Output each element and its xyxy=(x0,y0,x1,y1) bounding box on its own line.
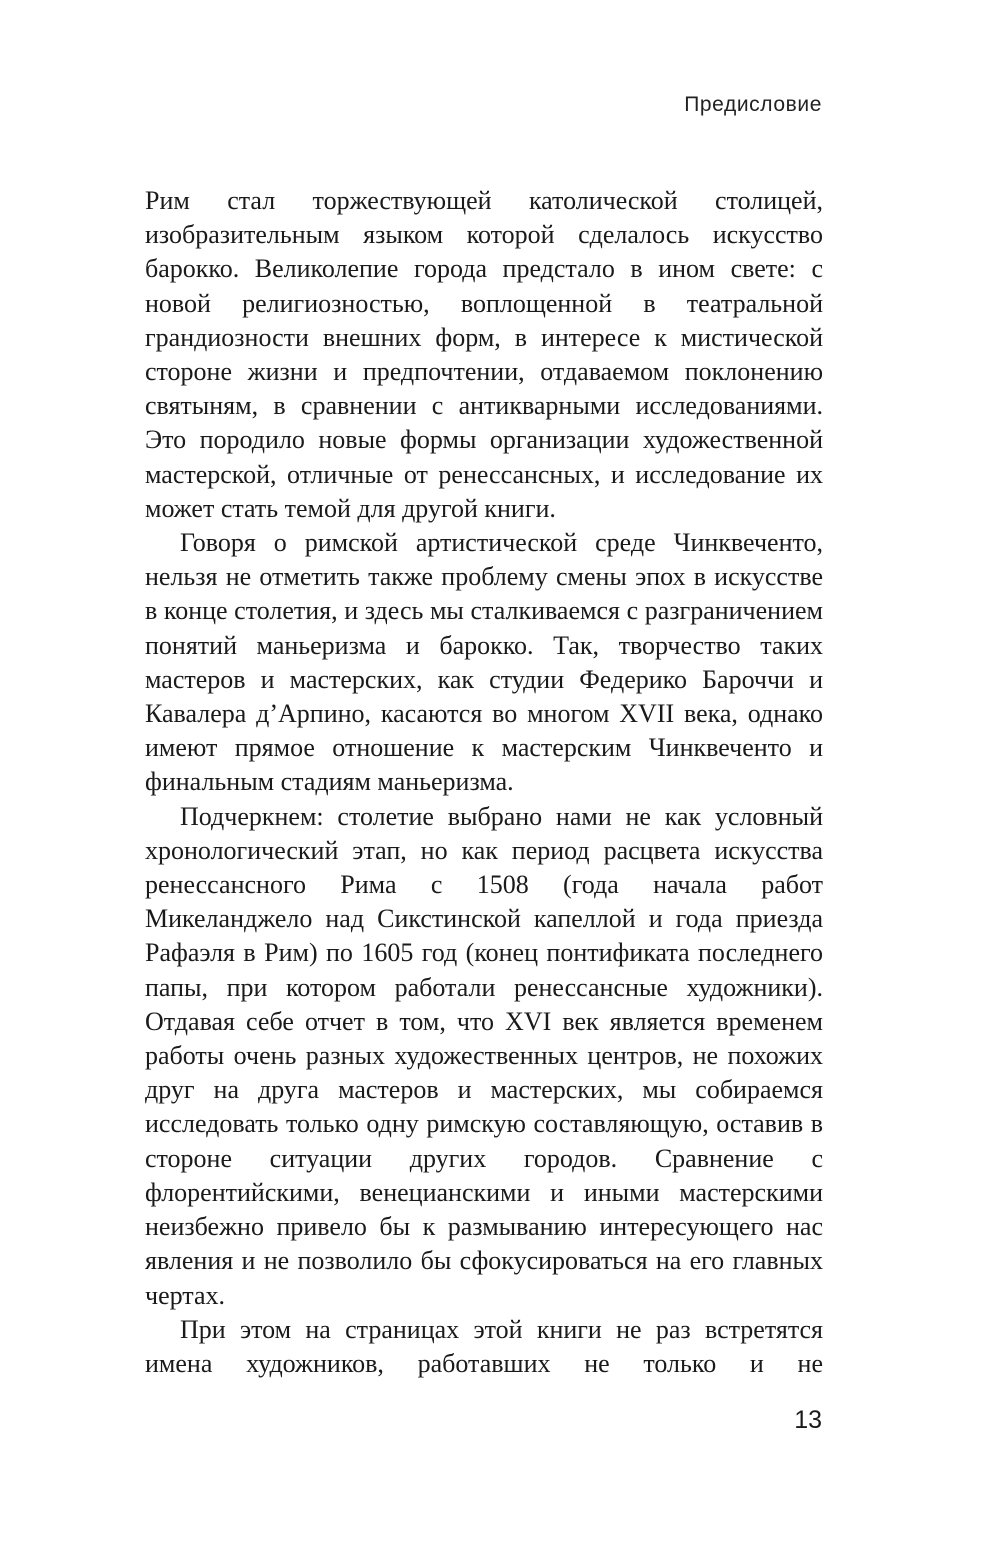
paragraph-4: При этом на страницах этой книги не раз встретятся имена художников, работавших не только и не xyxy=(145,1314,823,1378)
body-text xyxy=(145,184,823,1381)
running-head: Предисловие xyxy=(684,93,822,116)
paragraph-2: Говоря о римской артистической среде Чинквеченто, нельзя не отметить также проблему смены эпох в искусстве в конце столетия, и здесь мы сталкиваемся с разграничением понятий маньеризма и барокко. Так, творчество таких мастеров и мастерских, как студии Федерико Бароччи и Кавалера д’Арпино, касаются во многом XVII века, однако имеют прямое отношение к мастерским Чинквеченто и финальным стадиям маньеризма. xyxy=(145,528,823,797)
paragraph-3: Подчеркнем: столетие выбрано нами не как условный хронологический этап, но как период расцвета искусства ренессансного Рима с 1508 (года начала работ Микеланджело над Сикстинской капеллой и года приезда Рафаэля в Рим) по 1605 год (конец понтификата последнего папы, при котором работали ренессансные художники). Отдавая себе отчет в том, что XVI век является временем работы очень разных художественных центров, не похожих друг на друга мастеров и мастерских, мы собираемся исследовать только одну римскую составляющую, оставив в стороне ситуации других городов. Сравнение с флорентийскими, венецианскими и иными мастерскими неизбежно привело бы к размыванию интересующего нас явления и не позволило бы сфокусироваться на его главных чертах. xyxy=(145,801,823,1310)
page-number: 13 xyxy=(794,1406,822,1434)
paragraph-1: Рим стал торжествующей католической столицей, изобразительным языком которой сделалось искусство барокко. Великолепие города предстало в ином свете: с новой религиозностью, воплощенной в театральной грандиозности внешних форм, в интересе к мистической стороне жизни и предпочтении, отдаваемом поклонению святыням, в сравнении с антикварными исследованиями. Это породило новые формы организации художественной мастерской, отличные от ренессансных, и исследование их может стать темой для другой книги. xyxy=(145,186,823,523)
